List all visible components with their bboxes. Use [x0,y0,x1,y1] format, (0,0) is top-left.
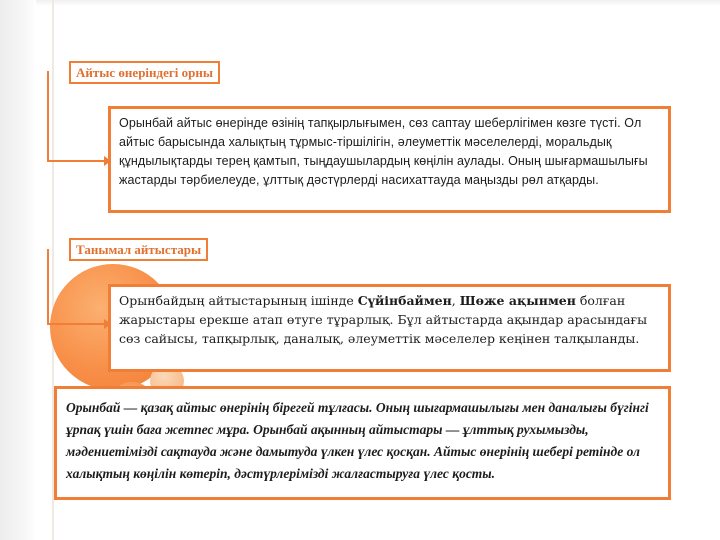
role-paragraph: Орынбай айтыс өнерінде өзінің тапқырлығымен, сөз саптау шеберлігімен көзге түсті. Ол айтыс барысында халықтың тұрмыс-тіршілігін, әлеуметтік мәселелерді, моральдық құндылықтарды терең қамтып, тыңдаушылардың көңілін аулады. Оның шығармашылығы жастарды тәрбиелеуде, ұлттық дәстүрлерді насихаттауда маңызды рөл атқарды. [119,116,648,187]
highlight-name: Сүйінбаймен [357,293,452,308]
paragraph-text: болған жарыстары ерекше атап өтуге тұрарлық. Бұл айтыстарда ақындар арасындағы сөз сайысы, тапқырлық, даналық, әлеуметтік мәселелер кеңінен талқыланды. [119,293,648,346]
connector-line [47,249,49,324]
section-heading-famous-aitys: Танымал айтыстары [69,238,208,261]
highlight-name: Шөже ақынмен [459,293,576,308]
top-decor-band [0,0,720,6]
separator: , [451,293,460,308]
section-text-famous-aitys [108,284,671,372]
connector-line [47,323,107,325]
left-decor-band [0,0,36,540]
section-text-role [108,106,671,213]
paragraph-text: Орынбайдың айтыстарының ішінде [119,293,358,308]
connector-line [47,160,107,162]
section-heading-role: Айтыс өнеріндегі орны [69,61,220,84]
connector-line [47,71,49,161]
summary-paragraph: Орынбай — қазақ айтыс өнерінің бірегей тұлғасы. Оның шығармашылығы мен даналығы бүгінгі ұрпақ үшін баға жетпес мұра. Орынбай ақынның айтыстары — ұлттық рухымызды, мәдениетімізді сақтауда және дамытуда үлкен үлес қосқан. Айтыс өнерінің шебері ретінде ол халықтың көңілін көтеріп, дәстүрлерімізді жалғастыруға үлес қосты. [66,400,649,481]
summary-box [54,386,671,500]
famous-aitys-paragraph [119,291,660,348]
